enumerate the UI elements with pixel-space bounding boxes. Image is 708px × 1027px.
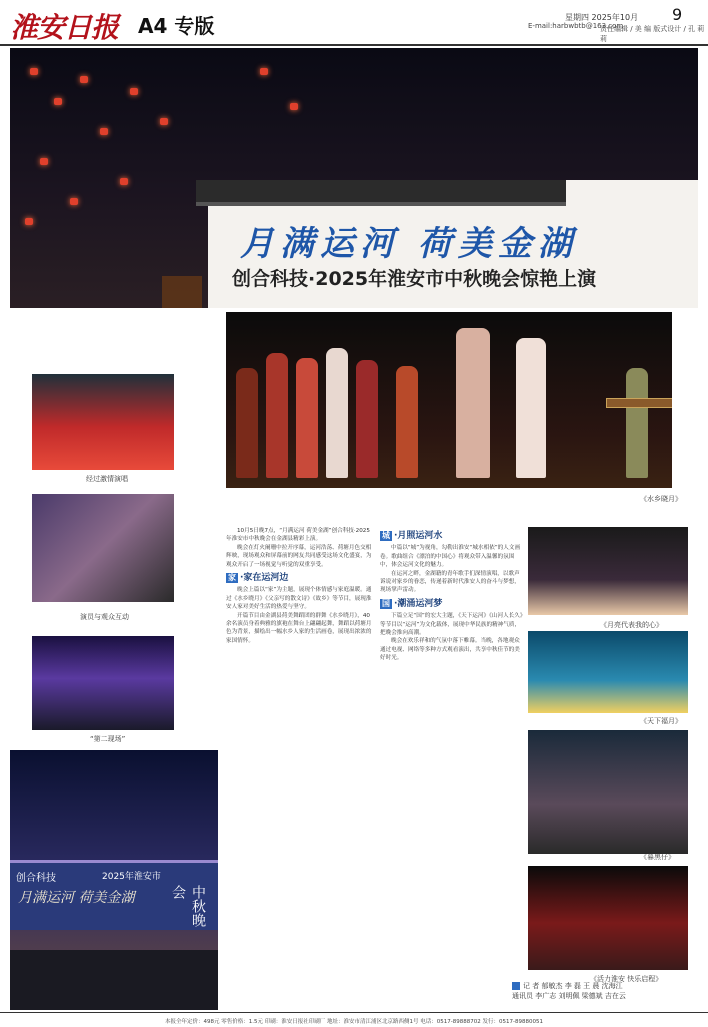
photo-singers [32,374,174,470]
headline-subtitle: 创合科技·2025年淮安市中秋晚会惊艳上演 [232,268,597,290]
performer-figure [516,338,546,478]
lantern-decoration [25,218,33,225]
photo-guitarist [528,730,688,854]
masthead [0,0,708,46]
section-title: ·潮涌运河梦 [394,598,443,609]
led-screen [10,860,218,930]
banner-event: 2025年淮安市 [102,872,161,882]
guqin-table [606,398,672,408]
section-tag: 国 [382,598,390,608]
lantern-decoration [130,88,138,95]
audience-crowd [10,950,218,1010]
photo-second-venue [32,636,174,730]
performer-figure [236,368,258,478]
caption-left1: 经过激情演唱 [86,475,128,483]
page-footer: 本报全年定价：498元 零售价格：1.5元 印刷：淮安日报社印刷厂 地址：淮安市清江浦区北京路西侧1号 电话：0517-89888702 发行：0517-89880051 [0,1012,708,1027]
performer-figure [296,358,318,478]
article-column-1 [226,527,374,645]
contact-email: E-mail:harbwbtb@163.com [528,22,624,30]
section-heading [380,531,525,541]
section-title: ·家在运河边 [240,573,289,584]
tiled-roof [196,180,566,206]
photo-audience-interaction [32,494,174,602]
article-intro: 10月5日晚7点，“月满运河 荷美金湖”创合科技·2025年淮安市中秋晚会在金湖县精彩上演。 [226,528,370,543]
photo-dancers-blue [528,631,688,713]
article-paragraph: 开篇节目由金湖县荷美舞蹈团的群舞《水乡晓月》，40余名演员身着典雅的旗袍在舞台上翩翩起舞，舞蹈以荷塘月色为背景，描绘出一幅水乡人家的生活画卷，展现出浓浓的家国情怀。 [226,612,372,644]
photo-finale [528,866,688,970]
lantern-decoration [80,76,88,83]
banner-brand: 创合科技 [16,873,56,884]
lantern-decoration [54,98,62,105]
section-heading [226,573,374,583]
article-column-2 [380,527,525,663]
caption-left2: 演员与观众互动 [80,613,129,621]
lantern-decoration [40,158,48,165]
caption-left3: “第二现场” [90,735,126,743]
pagoda-silhouette [162,276,202,308]
photo-violinists [528,527,688,615]
caption-right2: 《天下福月》 [640,717,682,725]
lantern-decoration [120,178,128,185]
section-tag: 城 [382,531,390,540]
page-number: 9 [672,5,683,24]
lantern-decoration [30,68,38,75]
performer-figure [356,360,378,478]
section-heading [380,599,525,609]
lantern-decoration [70,198,78,205]
article-paragraph: 晚会在灯火阑珊中拉开序幕，运河浩荡、荷塘月色交相辉映，现场观众和屏幕前的网友共同感受这场文化盛宴，为观众开启了一场视觉与听觉的双重享受。 [226,544,372,568]
article-paragraph: 中篇以“城”为视角，勾勒出淮安“城水相依”的人文画卷。歌曲组合《漂泊的中国心》将观众带入温馨的氛围中，体会运河文化的魅力。 [380,545,521,569]
section-title: ·月照运河水 [394,531,443,541]
issue-date: 星期四 2025年10月 [565,13,639,22]
editor-credits: 责任编辑 / 美 编 版式设计 / 孔 莉莉 [600,25,705,43]
performer-figure [326,348,348,478]
credit-label: 记 者 [523,982,540,990]
article-paragraph: 在运河之畔，金湖籍的青年歌手们深情演唱，以歌声诉说对家乡的眷恋，传递着新时代淮安人的奋斗与梦想，现场掌声雷动。 [380,570,520,594]
credit-marker-icon [512,982,520,990]
banner-slogan: 月满运河 荷美金湖 [18,890,135,906]
headline-main: 月满运河 荷美金湖 [240,224,578,264]
article-paragraph: 下篇立足“国”的宏大主题，《天下运河》《山河人长久》等节目以“运河”为文化载体，展现中华民族的精神气质，把晚会推向高潮。 [380,613,523,637]
performer-figure [456,328,490,478]
lantern-decoration [290,103,298,110]
stage-performance-photo [226,312,672,488]
performer-figure [396,366,418,478]
lantern-decoration [160,118,168,125]
banner-festival: 中秋晚会 [170,885,206,927]
caption-right1: 《月亮代表我的心》 [600,621,663,629]
caption-right3: 《暮黑仔》 [640,853,675,861]
reporter-credits [512,981,626,1001]
section-tag: 家 [228,573,236,583]
article-paragraph: 晚会在欢乐祥和的气氛中落下帷幕。当晚，各地观众通过电视、网络等多种方式观看演出，共享中秋佳节的美好时光。 [380,638,520,662]
caption-right4: 《活力淮安 快乐启程》 [590,975,663,983]
performer-figure [266,353,288,478]
credit-names-2: 通讯员 李广志 刘明佩 梁德斌 吉在云 [512,992,626,1000]
stage-banner-photo [10,750,218,1010]
credit-names: 郁敏杰 李 磊 王 晨 沈海江 [541,982,623,990]
article-paragraph: 晚会上篇以“家”为主题，展现个体情感与家庭温暖。通过《水乡晓月》《父亲写的散文诗》《故乡》等节目，展现淮安人家对美好生活的热爱与坚守。 [226,587,372,611]
performer-figure [626,368,648,478]
caption-stage: 《水乡晓月》 [640,495,682,503]
lantern-decoration [100,128,108,135]
page-label: A4 专版 [138,14,215,38]
newspaper-logo: 淮安日报 [10,11,119,44]
lantern-decoration [260,68,268,75]
